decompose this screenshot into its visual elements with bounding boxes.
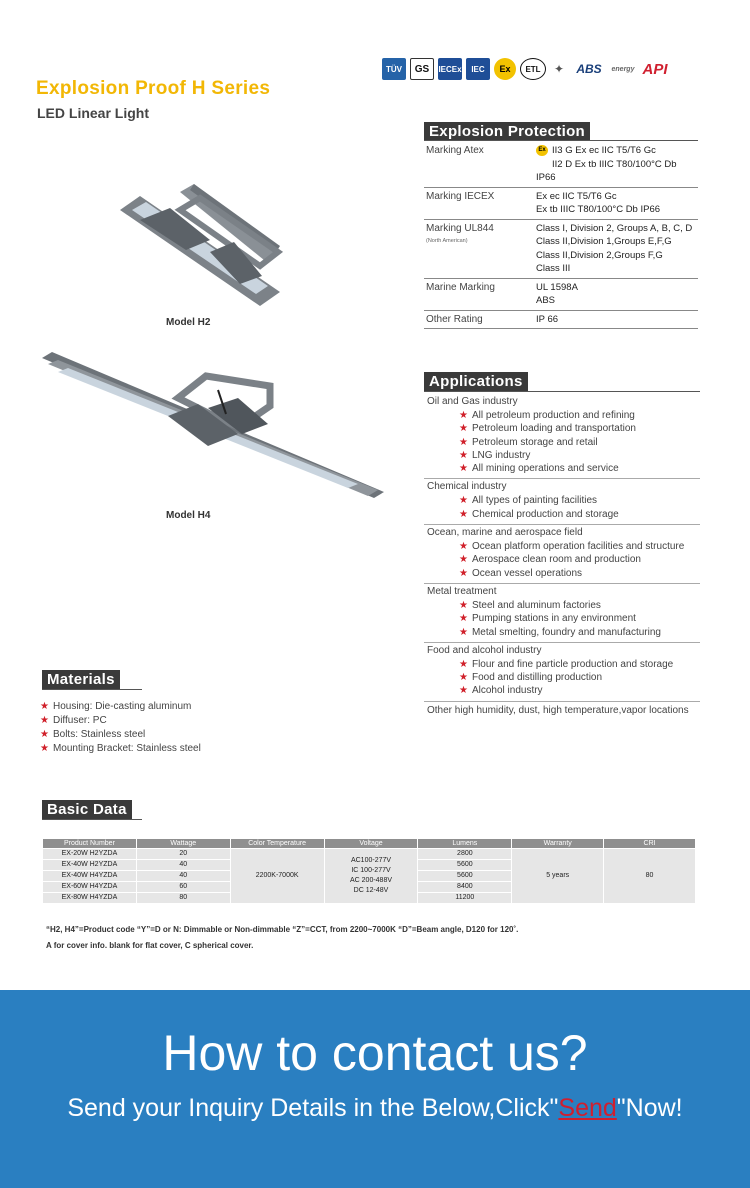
row-key: Marking UL844 [426, 222, 494, 234]
product-number-cell: EX-60W H4YZDA [43, 882, 137, 893]
wattage-cell: 40 [136, 871, 230, 882]
model-h2-image [110, 180, 310, 310]
app-group-title: Oil and Gas industry [427, 396, 518, 407]
app-group [424, 584, 700, 643]
row-value-line: II2 D Ex tb IIIC T80/100°C Db IP66 [536, 158, 677, 183]
star-icon: ★ [459, 449, 468, 461]
row-value-line: Class II,Division 1,Groups E,F,G [536, 236, 672, 247]
star-icon: ★ [40, 743, 49, 754]
app-group [424, 643, 700, 702]
table-row [424, 219, 698, 278]
star-icon: ★ [459, 423, 468, 435]
column-header: Color Temperature [230, 839, 324, 849]
list-item: ★ Metal smelting, foundry and manufacturing [459, 626, 661, 638]
star-icon: ★ [459, 567, 468, 579]
star-icon: ★ [459, 672, 468, 684]
list-item: ★ Mounting Bracket: Stainless steel [40, 743, 201, 754]
gs-logo: GS [410, 58, 434, 80]
model-h4-label: Model H4 [166, 510, 211, 521]
star-icon: ★ [459, 541, 468, 553]
app-group-title: Chemical industry [427, 481, 507, 493]
star-icon: ★ [459, 613, 468, 625]
list-item: ★ Pumping stations in any environment [459, 613, 636, 625]
row-key: Other Rating [424, 310, 534, 329]
app-group-title: Metal treatment [427, 585, 497, 597]
app-group-title: Ocean, marine and aerospace field [427, 527, 583, 539]
table-header-row [43, 839, 696, 849]
certification-logos [382, 54, 700, 84]
contact-subtitle-text: Send your Inquiry Details in the Below,Click" [67, 1094, 559, 1122]
list-item: ★ Ocean vessel operations [459, 567, 583, 579]
star-icon: ★ [459, 626, 468, 638]
row-value-line: Class II,Division 2,Groups F,G [536, 249, 663, 261]
list-item: ★ Petroleum loading and transportation [459, 423, 636, 435]
ex-icon: Ex [536, 145, 548, 156]
contact-banner [0, 990, 750, 1188]
table-row [424, 187, 698, 219]
explosion-protection-heading: Explosion Protection [424, 122, 590, 141]
star-icon: ★ [459, 436, 468, 448]
app-group-title: Other high humidity, dust, high temperature,vapor locations [427, 704, 689, 716]
basic-data-heading: Basic Data [42, 800, 132, 819]
table-row [424, 310, 698, 329]
warranty-cell: 5 years [512, 849, 604, 904]
page-subtitle: LED Linear Light [37, 105, 149, 121]
applications-heading-rule [424, 391, 700, 392]
column-header: Product Number [43, 839, 137, 849]
materials-list [40, 700, 201, 756]
wattage-cell: 60 [136, 882, 230, 893]
model-h2-label: Model H2 [166, 317, 211, 328]
row-key: Marking IECEX [424, 187, 534, 219]
wattage-cell: 20 [136, 849, 230, 860]
iecex-logo: IECEx [438, 58, 462, 80]
column-header: Voltage [324, 839, 418, 849]
star-icon: ★ [459, 463, 468, 475]
etl-logo: ETL [520, 58, 546, 80]
applications-list [424, 394, 700, 722]
column-header: CRI [604, 839, 696, 849]
wattage-cell: 40 [136, 860, 230, 871]
app-group [424, 479, 700, 525]
star-icon: ★ [459, 685, 468, 697]
lumens-cell: 2800 [418, 849, 512, 860]
star-icon: ★ [459, 599, 468, 611]
lumens-cell: 5600 [418, 871, 512, 882]
explosion-heading-rule [424, 140, 698, 141]
app-group [424, 525, 700, 584]
list-item: ★ Chemical production and storage [459, 508, 619, 520]
list-item: ★ LNG industry [459, 449, 531, 461]
contact-title: How to contact us? [162, 1025, 588, 1081]
list-item: ★ Flour and fine particle production and storage [459, 658, 674, 670]
list-item: ★ Steel and aluminum factories [459, 599, 601, 611]
cri-cell: 80 [604, 849, 696, 904]
product-number-cell: EX-40W H2YZDA [43, 860, 137, 871]
product-number-cell: EX-20W H2YZDA [43, 849, 137, 860]
list-item: ★ Housing: Die-casting aluminum [40, 701, 192, 712]
list-item: ★ Aerospace clean room and production [459, 554, 641, 566]
api-logo: API [640, 58, 670, 80]
send-link[interactable]: Send [558, 1094, 617, 1122]
list-item: ★ Food and distilling production [459, 672, 603, 684]
table-row [424, 278, 698, 310]
list-item: ★ Alcohol industry [459, 685, 543, 697]
model-h4-image [38, 350, 388, 500]
energy-logo: energy [610, 58, 636, 80]
app-group [424, 702, 700, 722]
list-item: ★ All types of painting facilities [459, 495, 598, 507]
page-title: Explosion Proof H Series [36, 78, 271, 99]
list-item: ★ Bolts: Stainless steel [40, 729, 146, 740]
contact-subtitle [0, 1094, 750, 1123]
lumens-cell: 8400 [418, 882, 512, 893]
contact-subtitle-end: "Now! [616, 1094, 683, 1122]
materials-heading: Materials [42, 670, 120, 689]
app-group-title: Food and alcohol industry [427, 644, 542, 656]
star-icon: ★ [40, 701, 49, 712]
star-icon: ★ [459, 658, 468, 670]
basic-data-table [42, 838, 696, 904]
basic-data-heading-rule [42, 819, 142, 820]
tuv-logo: TÜV [382, 58, 406, 80]
wattage-cell: 80 [136, 893, 230, 904]
star-icon: ★ [459, 508, 468, 520]
voltage-cell: AC100-277V IC 100-277V AC 200-488V DC 12-48V [324, 849, 418, 904]
column-header: Warranty [512, 839, 604, 849]
row-value-line: ABS [536, 295, 556, 306]
list-item: ★ Ocean platform operation facilities and structure [459, 541, 685, 553]
list-item: ★ Petroleum storage and retail [459, 436, 598, 448]
materials-heading-rule [42, 689, 142, 690]
row-value-line: Class III [536, 263, 571, 274]
row-key-note: (North American) [426, 238, 468, 244]
star-icon: ★ [459, 554, 468, 566]
eagle-icon: ✦ [550, 58, 568, 80]
column-header: Wattage [136, 839, 230, 849]
row-value-line: II3 G Ex ec IIC T5/T6 Gc [552, 145, 656, 156]
column-header: Lumens [418, 839, 512, 849]
cover-note: A for cover info. blank for flat cover, C spherical cover. [46, 941, 254, 950]
abs-logo: ABS [572, 58, 606, 80]
app-group [424, 394, 700, 479]
list-item: ★ All petroleum production and refining [459, 410, 635, 421]
explosion-protection-table [424, 142, 698, 329]
applications-heading: Applications [424, 372, 528, 391]
product-number-cell: EX-80W H4YZDA [43, 893, 137, 904]
list-item: ★ Diffuser: PC [40, 715, 107, 726]
row-value-line: IP 66 [534, 310, 698, 329]
table-row [424, 142, 698, 187]
row-key: Marine Marking [424, 278, 534, 310]
row-key: Marking Atex [424, 142, 534, 187]
product-number-cell: EX-40W H4YZDA [43, 871, 137, 882]
ex-logo: Ex [494, 58, 516, 80]
star-icon: ★ [459, 410, 468, 421]
star-icon: ★ [40, 715, 49, 726]
color-temperature-cell: 2200K-7000K [230, 849, 324, 904]
star-icon: ★ [459, 495, 468, 507]
lumens-cell: 5600 [418, 860, 512, 871]
star-icon: ★ [40, 729, 49, 740]
row-value-line: Class I, Division 2, Groups A, B, C, D [536, 222, 693, 234]
iec-logo: IEC [466, 58, 490, 80]
row-value-line: Ex ec IIC T5/T6 Gc [536, 190, 617, 202]
list-item: ★ All mining operations and service [459, 463, 619, 475]
table-row [43, 849, 696, 860]
row-value-line: Ex tb IIIC T80/100°C Db IP66 [536, 204, 661, 215]
basic-data-notes [46, 922, 518, 954]
lumens-cell: 11200 [418, 893, 512, 904]
product-code-note: “H2, H4”=Product code “Y”=D or N: Dimmable or Non-dimmable “Z”=CCT, from 2200~7000K “D”=Beam angle, D120 for 120˚. [46, 925, 519, 934]
row-value-line: UL 1598A [536, 281, 578, 293]
